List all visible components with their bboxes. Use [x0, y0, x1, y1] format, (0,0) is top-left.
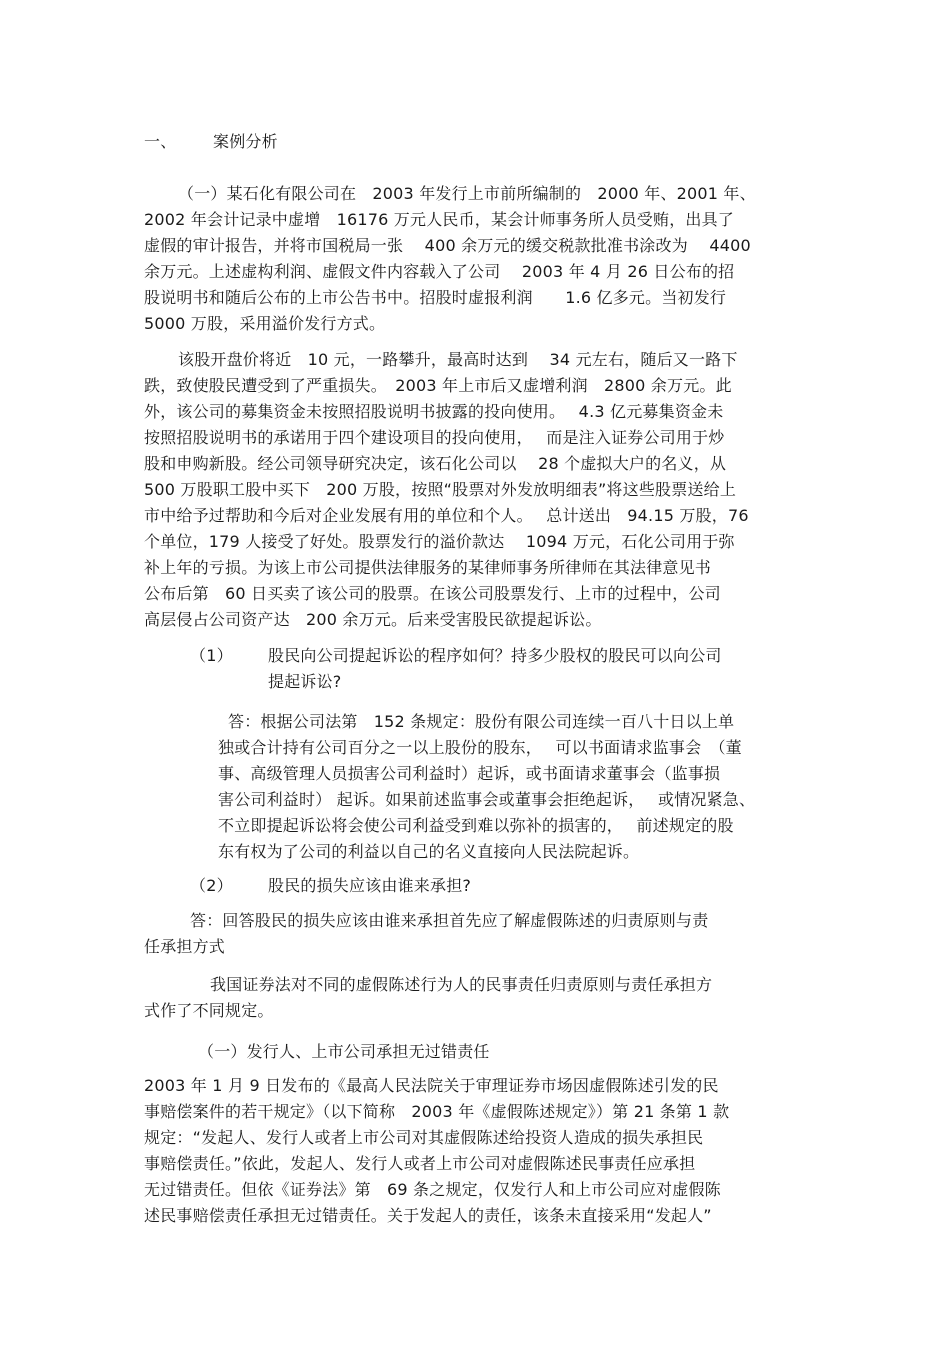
text-line: 答：回答股民的损失应该由谁来承担首先应了解虚假陈述的归责原则与责: [190, 911, 709, 930]
text-line: 股民向公司提起诉讼的程序如何？持多少股权的股民可以向公司: [268, 646, 722, 665]
text-line: 任承担方式: [144, 937, 226, 956]
text-line: 事赔偿案件的若干规定》（以下简称 2003 年《虚假陈述规定》）第 21 条第 1 款: [144, 1102, 730, 1121]
text-line: 股说明书和随后公布的上市公告书中。招股时虚报利润 1.6 亿多元。当初发行: [144, 288, 727, 307]
text-line: 东有权为了公司的利益以自己的名义直接向人民法院起诉。: [218, 842, 640, 861]
text-line: 不立即提起诉讼将会使公司利益受到难以弥补的损害的， 前述规定的股: [218, 816, 734, 835]
text-line: 股和申购新股。经公司领导研究决定，该石化公司以 28 个虚拟大户的名义，从: [144, 454, 727, 473]
text-line: 高层侵占公司资产达 200 余万元。后来受害股民欲提起诉讼。: [144, 610, 602, 629]
question-number: （2）: [190, 876, 233, 895]
text-line: 我国证券法对不同的虚假陈述行为人的民事责任归责原则与责任承担方: [210, 975, 713, 994]
text-line: 事、高级管理人员损害公司利益时）起诉，或书面请求董事会（监事损: [218, 764, 721, 783]
text-line: 补上年的亏损。为该上市公司提供法律服务的某律师事务所律师在其法律意见书: [144, 558, 712, 577]
text-line: 按照招股说明书的承诺用于四个建设项目的投向使用， 而是注入证券公司用于炒: [144, 428, 725, 447]
text-line: 股民的损失应该由谁来承担?: [268, 876, 472, 895]
text-line: 500 万股职工股中买下 200 万股，按照“股票对外发放明细表”将这些股票送给上: [144, 480, 737, 499]
text-line: 余万元。上述虚构利润、虚假文件内容载入了公司 2003 年 4 月 26 日公布的招: [144, 262, 735, 281]
text-line: 事赔偿责任。”依此，发起人、发行人或者上市公司对虚假陈述民事责任应承担: [144, 1154, 696, 1173]
text-line: 5000 万股，采用溢价发行方式。: [144, 314, 386, 333]
text-line: 规定：“发起人、发行人或者上市公司对其虚假陈述给投资人造成的损失承担民: [144, 1128, 704, 1147]
text-line: 虚假的审计报告，并将市国税局一张 400 余万元的缓交税款批准书涂改为 4400: [144, 236, 751, 255]
text-line: 外，该公司的募集资金未按照招股说明书披露的投向使用。 4.3 亿元募集资金未: [144, 402, 724, 421]
heading-number: 一、: [144, 132, 177, 151]
text-line: 跌，致使股民遭受到了严重损失。 2003 年上市后又虚增利润 2800 余万元。此: [144, 376, 732, 395]
text-line: 无过错责任。但依《证券法》第 69 条之规定，仅发行人和上市公司应对虚假陈: [144, 1180, 721, 1199]
text-line: 2002 年会计记录中虚增 16176 万元人民币，某会计师事务所人员受贿，出具了: [144, 210, 734, 229]
text-line: 该股开盘价将近 10 元，一路攀升，最高时达到 34 元左右，随后又一路下: [178, 350, 738, 369]
text-line: 式作了不同规定。: [144, 1001, 274, 1020]
text-line: 答：根据公司法第 152 条规定：股份有限公司连续一百八十日以上单: [228, 712, 735, 731]
text-line: 述民事赔偿责任承担无过错责任。关于发起人的责任，该条未直接采用“发起人”: [144, 1206, 712, 1225]
text-line: 公布后第 60 日买卖了该公司的股票。在该公司股票发行、上市的过程中，公司: [144, 584, 721, 603]
text-line: （一）某石化有限公司在 2003 年发行上市前所编制的 2000 年、2001 年、: [178, 184, 756, 203]
text-line: 2003 年 1 月 9 日发布的《最高人民法院关于审理证券市场因虚假陈述引发的民: [144, 1076, 719, 1095]
text-line: 提起诉讼?: [268, 672, 342, 691]
text-line: 个单位，179 人接受了好处。股票发行的溢价款达 1094 万元，石化公司用于弥: [144, 532, 735, 551]
text-line: 市中给予过帮助和今后对企业发展有用的单位和个人。 总计送出 94.15 万股，76: [144, 506, 749, 525]
heading-title: 案例分析: [213, 132, 278, 151]
section-heading: （一）发行人、上市公司承担无过错责任: [198, 1042, 490, 1061]
question-number: （1）: [190, 646, 233, 665]
text-line: 独或合计持有公司百分之一以上股份的股东， 可以书面请求监事会 （董: [218, 738, 742, 757]
text-line: 害公司利益时） 起诉。如果前述监事会或董事会拒绝起诉， 或情况紧急、: [218, 790, 756, 809]
